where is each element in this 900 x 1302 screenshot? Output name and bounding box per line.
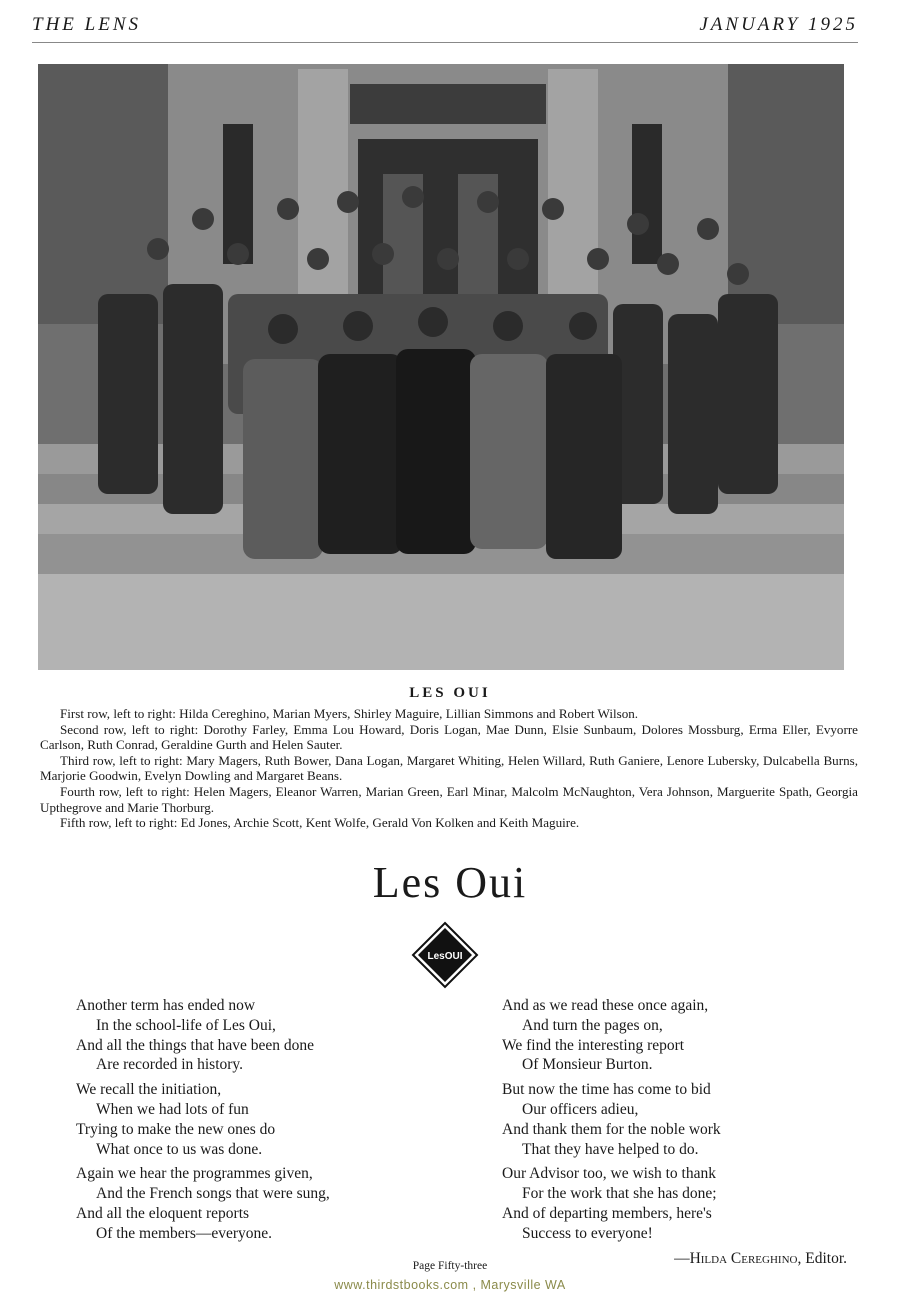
caption-row-2: Second row, left to right: Dorothy Farley, Emma Lou Howard, Doris Logan, Mae Dunn, Elsie Sunbaum, Dolores Mossburg, Erma Eller, Evyorre Carlson, Ruth Conrad, Geraldine Gurth and Helen Sauter. — [40, 721, 858, 753]
poem-right-column — [502, 996, 847, 1268]
poem-line: Are recorded in history. — [96, 1056, 244, 1074]
header-rule — [32, 42, 858, 43]
poem-line: But now the time has come to bid — [502, 1081, 711, 1099]
page-number: Page Fifty-three — [412, 1260, 488, 1272]
poem-stanza — [76, 996, 466, 1075]
poem-line: And of departing members, here's — [502, 1204, 712, 1222]
poem-title: Les Oui — [372, 858, 528, 907]
poem-line: And all the eloquent reports — [76, 1204, 250, 1222]
poem-line: Our officers adieu, — [522, 1100, 639, 1118]
poem-stanza — [502, 1164, 847, 1243]
signature-role: , Editor. — [797, 1249, 847, 1267]
group-photo — [38, 64, 844, 670]
poem-line: That they have helped to do. — [522, 1140, 699, 1158]
caption-row-3: Third row, left to right: Mary Magers, Ruth Bower, Dana Logan, Margaret Whiting, Helen Willard, Ruth Ganiere, Lenore Lubersky, Dulcabella Burns, Marjorie Goodwin, Evelyn Dowling and Margaret Beans. — [40, 752, 858, 784]
poem-line: And thank them for the noble work — [502, 1120, 721, 1138]
poem-stanza — [502, 996, 847, 1075]
poem-stanza — [76, 1080, 466, 1159]
signature-dash: — — [674, 1249, 690, 1267]
header-publication-title: THE LENS — [32, 14, 141, 35]
poem-line: Trying to make the new ones do — [76, 1120, 276, 1138]
photo-caption — [40, 706, 858, 831]
poem-line: We find the interesting report — [502, 1036, 685, 1054]
running-header — [32, 14, 858, 40]
emblem-text: LesOUI — [427, 951, 463, 962]
poem-line: For the work that she has done; — [522, 1185, 717, 1203]
poem-line: Success to everyone! — [522, 1224, 653, 1242]
poem-line: And the French songs that were sung, — [96, 1185, 330, 1203]
poem-stanza — [502, 1080, 847, 1159]
poem-line: Again we hear the programmes given, — [76, 1165, 313, 1183]
watermark: www.thirdstbooks.com , Marysville WA — [334, 1278, 566, 1292]
poem-line: And all the things that have been done — [76, 1036, 315, 1054]
header-date: JANUARY 1925 — [699, 14, 858, 35]
poem-line: Another term has ended now — [76, 997, 256, 1014]
poem-line: When we had lots of fun — [96, 1100, 249, 1118]
poem-stanza — [76, 1164, 466, 1243]
signature-name: Hilda Cereghino — [689, 1249, 798, 1267]
poem-line: What once to us was done. — [96, 1140, 263, 1158]
les-oui-emblem-icon — [411, 921, 479, 989]
poem-line: And turn the pages on, — [522, 1016, 663, 1034]
caption-title: LES OUI — [409, 685, 491, 701]
poem-line: In the school-life of Les Oui, — [96, 1016, 276, 1034]
group-photo-illustration — [38, 64, 844, 670]
poem-line: And as we read these once again, — [502, 997, 709, 1014]
poem-line: Our Advisor too, we wish to thank — [502, 1165, 716, 1183]
poem-line: Of the members—everyone. — [96, 1224, 273, 1242]
caption-row-1: First row, left to right: Hilda Cereghino, Marian Myers, Shirley Maguire, Lillian Simmons and Robert Wilson. — [60, 706, 639, 721]
caption-row-4: Fourth row, left to right: Helen Magers, Eleanor Warren, Marian Green, Earl Minar, Malcolm McNaughton, Vera Johnson, Marguerite Spath, Georgia Upthegrove and Marie Thorburg. — [40, 783, 858, 815]
caption-row-5: Fifth row, left to right: Ed Jones, Archie Scott, Kent Wolfe, Gerald Von Kolken and Keith Maguire. — [60, 815, 580, 831]
poem-left-column — [76, 996, 466, 1249]
poem-line: We recall the initiation, — [76, 1081, 222, 1099]
poem-line: Of Monsieur Burton. — [522, 1056, 653, 1074]
